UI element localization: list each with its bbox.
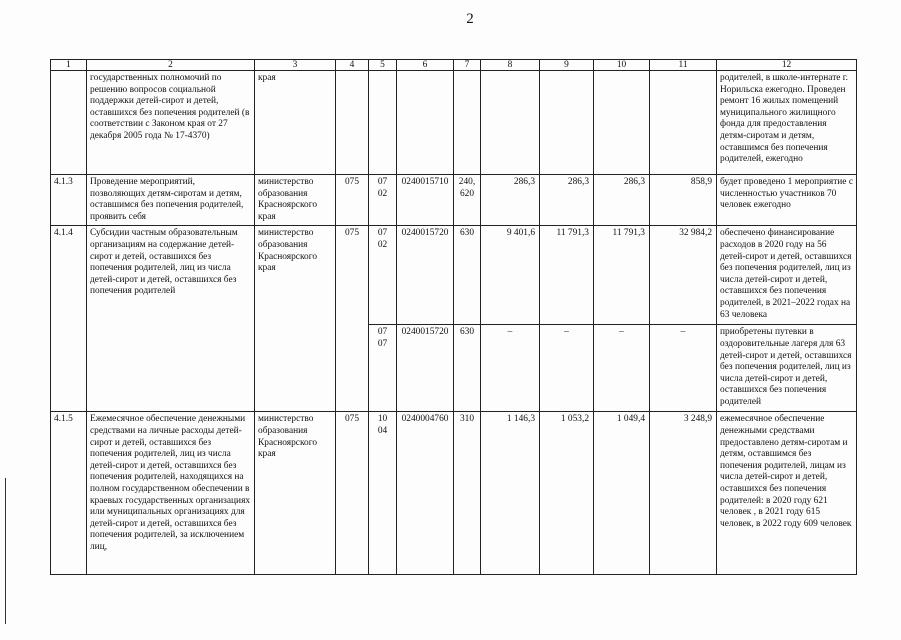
item-executor: министерство образования Красноярского края — [255, 226, 336, 325]
col-header: 11 — [650, 60, 717, 71]
item-rzpr: 07 02 — [369, 175, 397, 226]
item-grbs: 075 — [336, 226, 369, 325]
item-total: – — [650, 325, 717, 412]
item-rzpr: 07 07 — [369, 325, 397, 412]
item-2022: 1 049,4 — [594, 412, 650, 575]
item-vr: 240, 620 — [454, 175, 481, 226]
col-header: 2 — [87, 60, 255, 71]
item-result: ежемесячное обеспечение денежными средствами предоставлено детям-сиротам и детям, оставшимся без попечения родителей, лицам из числа детей-сирот и детей, оставшихся без попечения родителей: в 2020 году 621 человек , в 2021 году 615 человек, в 2022 году 609 человек — [717, 412, 857, 575]
item-2022: 11 791,3 — [594, 226, 650, 325]
item-number: 4.1.5 — [51, 412, 87, 575]
item-2022 — [594, 71, 650, 175]
item-rzpr: 07 02 — [369, 226, 397, 325]
table-row — [51, 412, 857, 575]
item-total: 858,9 — [650, 175, 717, 226]
item-total — [650, 71, 717, 175]
item-executor: министерство образования Красноярского края — [255, 175, 336, 226]
item-number: 4.1.4 — [51, 226, 87, 325]
item-number — [51, 71, 87, 175]
item-csr: 0240015720 — [397, 226, 454, 325]
col-header: 12 — [717, 60, 857, 71]
item-2021: 1 053,2 — [540, 412, 594, 575]
table-row — [51, 226, 857, 325]
item-vr — [454, 71, 481, 175]
item-grbs — [336, 325, 369, 412]
item-vr: 630 — [454, 226, 481, 325]
table-row — [51, 175, 857, 226]
item-rzpr: 10 04 — [369, 412, 397, 575]
item-2020: 9 401,6 — [481, 226, 540, 325]
item-result: приобретены путевки в оздоровительные лагеря для 63 детей-сирот и детей, оставшихся без попечения родителей, лиц из числа детей-сирот и детей, оставшихся без попечения родителей — [717, 325, 857, 412]
col-header: 10 — [594, 60, 650, 71]
col-header: 4 — [336, 60, 369, 71]
item-csr — [397, 71, 454, 175]
item-2020: 1 146,3 — [481, 412, 540, 575]
col-header: 3 — [255, 60, 336, 71]
item-name: Ежемесячное обеспечение денежными средствами на личные расходы детей-сирот и детей, оставшихся без попечения родителей, лиц из числа детей-сирот и детей, оставшихся без попечения родителей, находящихся на полном государственном обеспечении в краевых государственных организациях или муниципальных организациях для детей-сирот и детей, оставшихся без попечения родителей, за исключением лиц, — [87, 412, 255, 575]
item-2020: 286,3 — [481, 175, 540, 226]
item-2020 — [481, 71, 540, 175]
item-number — [51, 325, 87, 412]
item-grbs — [336, 71, 369, 175]
col-header: 9 — [540, 60, 594, 71]
item-2020: – — [481, 325, 540, 412]
item-executor: края — [255, 71, 336, 175]
col-header: 6 — [397, 60, 454, 71]
item-result: обеспечено финансирование расходов в 2020 году на 56 детей-сирот и детей, оставшихся без попечения родителей, лиц из числа детей-сирот и детей, оставшихся без попечения родителей, в 2021–2022 годах на 63 человека — [717, 226, 857, 325]
item-name: государственных полномочий по решению вопросов социальной поддержки детей-сирот и детей, оставшихся без попечения родителей (в соответствии с Законом края от 27 декабря 2005 года № 17-4370) — [87, 71, 255, 175]
item-2022: – — [594, 325, 650, 412]
scan-edge-line — [5, 478, 6, 624]
page-number: 2 — [466, 11, 474, 27]
item-total: 32 984,2 — [650, 226, 717, 325]
table-row — [51, 325, 857, 412]
item-csr: 0240015720 — [397, 325, 454, 412]
item-number: 4.1.3 — [51, 175, 87, 226]
item-2021: – — [540, 325, 594, 412]
item-name: Проведение мероприятий, позволяющих детям-сиротам и детям, оставшимся без попечения родителей, проявить себя — [87, 175, 255, 226]
program-measures-table — [50, 59, 857, 575]
col-header: 7 — [454, 60, 481, 71]
col-header: 1 — [51, 60, 87, 71]
item-csr: 0240015710 — [397, 175, 454, 226]
item-csr: 0240004760 — [397, 412, 454, 575]
item-vr: 630 — [454, 325, 481, 412]
item-result: родителей, в школе-интернате г. Норильска ежегодно. Проведен ремонт 16 жилых помещений муниципального жилищного фонда для предоставления детям-сиротам и детям, оставшимся без попечения родителей, ежегодно — [717, 71, 857, 175]
item-vr: 310 — [454, 412, 481, 575]
item-executor — [255, 325, 336, 412]
item-2022: 286,3 — [594, 175, 650, 226]
item-2021: 286,3 — [540, 175, 594, 226]
item-total: 3 248,9 — [650, 412, 717, 575]
item-name — [87, 325, 255, 412]
item-2021: 11 791,3 — [540, 226, 594, 325]
item-2021 — [540, 71, 594, 175]
item-name: Субсидии частным образовательным организациям на содержание детей-сирот и детей, оставшихся без попечения родителей, лиц из числа детей-сирот и детей, оставшихся без попечения родителей — [87, 226, 255, 325]
header-row — [51, 60, 857, 71]
item-grbs: 075 — [336, 412, 369, 575]
col-header: 5 — [369, 60, 397, 71]
item-result: будет проведено 1 мероприятие с численностью участников 70 человек ежегодно — [717, 175, 857, 226]
item-grbs: 075 — [336, 175, 369, 226]
item-rzpr — [369, 71, 397, 175]
col-header: 8 — [481, 60, 540, 71]
item-executor: министерство образования Красноярского края — [255, 412, 336, 575]
table-row — [51, 71, 857, 175]
